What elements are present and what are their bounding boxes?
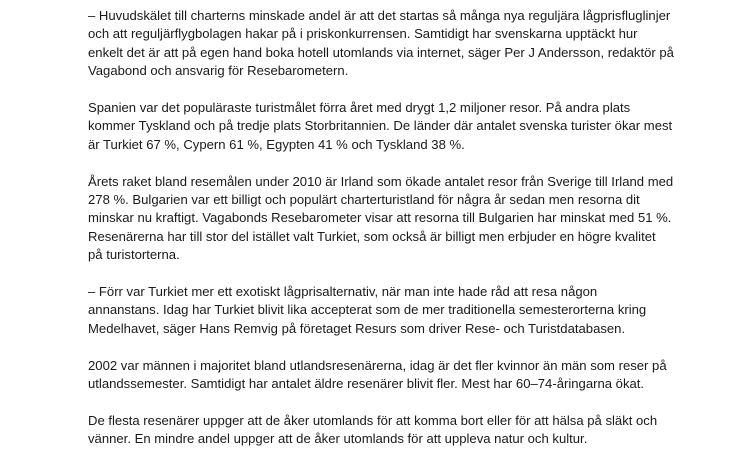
text-line: 2002 var männen i majoritet bland utlandsresenärerna, idag är det fler kvinnor än män som reser på [88, 357, 667, 373]
text-line: minskar nu kraftigt. Vagabonds Resebarometer visar att resorna till Bulgarien har minskat med 51 %. [88, 210, 672, 226]
text-line: utlandssemester. Samtidigt har antalet äldre resenärer blivit fler. Mest har 60–74-åringarna ökat. [88, 376, 645, 392]
text-line: Resenärerna har till stor del istället valt Turkiet, som också är billigt men erbjuder en högre kvalitet [88, 228, 656, 244]
text-line: De flesta resenärer uppger att de åker utomlands för att komma bort eller för att hälsa på släkt och [88, 412, 658, 428]
text-line: annanstans. Idag har Turkiet blivit lika accepterat som de mer traditionella semesterorterna kring [88, 302, 647, 318]
text-line: är Turkiet 67 %, Cypern 61 %, Egypten 41 % och Tyskland 38 %. [88, 136, 465, 152]
text-line: och att reguljärflygbolagen hakar på i priskonkurrensen. Samtidigt har svenskarna upptäckt hur [88, 26, 638, 42]
text-line: enkelt det är att på egen hand boka hotell utomlands via internet, säger Per J Andersson, redaktör på [88, 44, 674, 60]
paragraph-5 [88, 357, 728, 394]
paragraph-3 [88, 173, 728, 265]
text-line: kommer Tyskland och på tredje plats Storbritannien. De länder där antalet svenska turister ökar mest [88, 118, 673, 134]
text-line: vänner. En mindre andel uppger att de åker utomlands för att uppleva natur och kultur. [88, 431, 588, 447]
text-line: – Förr var Turkiet mer ett exotiskt lågprisalternativ, när man inte hade råd att resa någon [88, 284, 598, 300]
text-line: 278 %. Bulgarien var ett billigt och populärt charterturistland för några år sedan men resorna dit [88, 192, 640, 208]
paragraph-1 [88, 7, 728, 81]
text-line: Spanien var det populäraste turistmålet förra året med drygt 1,2 miljoner resor. På andra plats [88, 100, 631, 116]
text-line: – Huvudskälet till charterns minskade andel är att det startas så många nya reguljära lågprisfluglinjer [88, 8, 671, 23]
paragraph-2 [88, 99, 728, 154]
document-body [88, 7, 728, 467]
paragraph-6 [88, 412, 728, 449]
paragraph-4 [88, 283, 728, 338]
text-line: på turistorterna. [88, 247, 180, 263]
text-line: Vagabond och ansvarig för Resebarometern. [88, 63, 349, 79]
text-line: Årets raket bland resemålen under 2010 är Irland som ökade antalet resor från Sverige till Irland med [88, 173, 674, 189]
text-line: Medelhavet, säger Hans Remvig på företaget Resurs som driver Rese- och Turistdatabasen. [88, 320, 626, 336]
